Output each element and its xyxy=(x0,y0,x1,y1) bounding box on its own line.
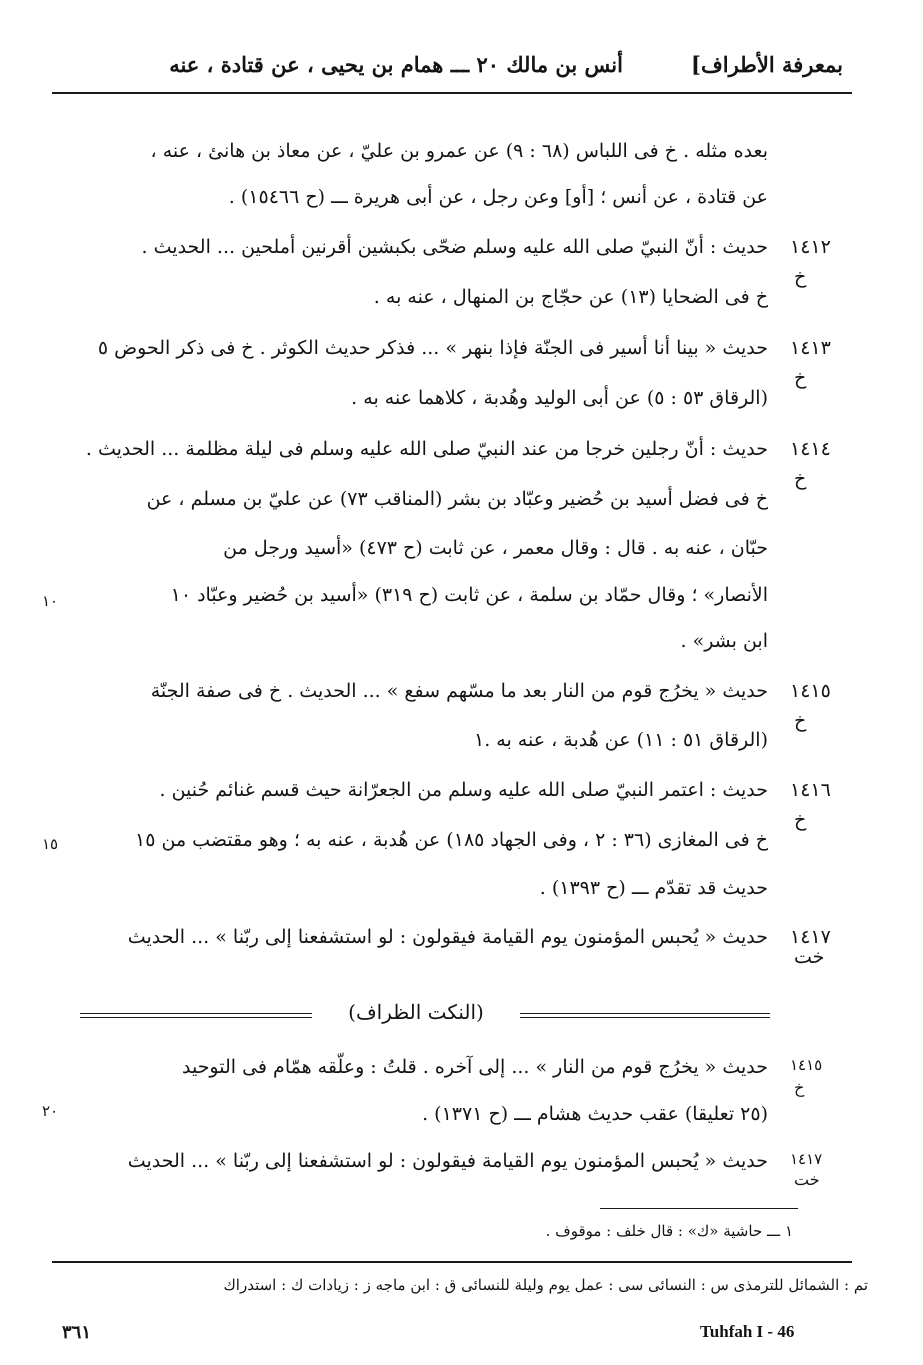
section-rule-right-1 xyxy=(520,1013,770,1014)
text-line-6: (الرقاق ٥٣ : ٥) عن أبى الوليد وهُدبة ، كلاهما عنه به . xyxy=(351,387,768,409)
section-rule-left-1 xyxy=(80,1013,312,1014)
siglum-1415-nukat: خ xyxy=(794,1078,805,1097)
text-line-10: الأنصار» ؛ وقال حمّاد بن سلمة ، عن ثابت (ح ٣١٩) «أسيد بن حُضير وعبّاد ١٠ xyxy=(170,584,768,606)
text-line-8: خ فى فضل أسيد بن حُضير وعبّاد بن بشر (المناقب ٧٣) عن عليّ بن مسلم ، عن xyxy=(146,488,768,510)
text-line-1: بعده مثله . خ فى اللباس (٦٨ : ٩) عن عمرو بن عليّ ، عن معاذ بن هانئ ، عنه ، xyxy=(150,140,768,162)
text-line-9: حبّان ، عنه به . قال : وقال معمر ، عن ثابت (ح ٤٧٣) «أسيد ورجل من xyxy=(223,537,768,559)
entry-number-1415-nukat: ١٤١٥ xyxy=(790,1056,823,1074)
text-line-12: حديث « يخرُج قوم من النار بعد ما مسّهم سفع » ... الحديث . خ فى صفة الجنّة xyxy=(150,680,768,702)
entry-number-1417-nukat: ١٤١٧ xyxy=(790,1150,823,1168)
text-line-3: حديث : أنّ النبيّ صلى الله عليه وسلم ضحّى بكبشين أقرنين أملحين ... الحديث . xyxy=(141,236,768,258)
section-title: (النكت الظراف) xyxy=(348,1000,484,1024)
siglum-1412: خ xyxy=(794,266,807,288)
running-header-center: أنس بن مالك ٢٠ ـــ همام بن يحيى ، عن قتادة ، عنه xyxy=(169,52,623,77)
text-line-5: حديث « بينا أنا أسير فى الجنّة فإذا بنهر » ... فذكر حديث الكوثر . خ فى ذكر الحوض ٥ xyxy=(97,337,768,359)
running-header-right: بمعرفة الأطراف] xyxy=(691,52,843,77)
text-line-15: خ فى المغازى (٣٦ : ٢ ، وفى الجهاد ١٨٥) عن هُدبة ، عنه به ؛ وهو مقتضب من ١٥ xyxy=(135,829,768,851)
text-line-13: (الرقاق ٥١ : ١١) عن هُدبة ، عنه به .١ xyxy=(474,729,768,751)
siglum-1414: خ xyxy=(794,468,807,490)
text-line-16: حديث قد تقدّم ـــ (ح ١٣٩٣) . xyxy=(539,877,768,899)
key-rule xyxy=(52,1261,852,1263)
margin-line-number-20: ٢٠ xyxy=(42,1102,59,1120)
section-rule-right-2 xyxy=(520,1017,770,1018)
siglum-1413: خ xyxy=(794,367,807,389)
entry-number-1415: ١٤١٥ xyxy=(790,680,831,702)
text-line-18: حديث « يخرُج قوم من النار » ... إلى آخره . قلتُ : وعلّقه همّام فى التوحيد xyxy=(181,1056,768,1078)
entry-number-1413: ١٤١٣ xyxy=(790,337,831,359)
text-line-14: حديث : اعتمر النبيّ صلى الله عليه وسلم من الجعرّانة حيث قسم غنائم حُنين . xyxy=(159,779,768,801)
page-signature: Tuhfah I - 46 xyxy=(700,1322,795,1341)
siglum-1416: خ xyxy=(794,809,807,831)
header-rule xyxy=(52,92,852,94)
abbreviation-key: تم : الشمائل للترمذى س : النسائى سى : عمل يوم وليلة للنسائى ق : ابن ماجه ز : زيادات ك : استدراك xyxy=(223,1276,868,1294)
page-number-arabic: ٣٦١ xyxy=(62,1322,92,1343)
siglum-1417: خت xyxy=(794,946,825,968)
siglum-1417-nukat: خت xyxy=(794,1170,820,1189)
entry-number-1412: ١٤١٢ xyxy=(790,236,831,258)
entry-number-1416: ١٤١٦ xyxy=(790,779,831,801)
entry-number-1417: ١٤١٧ xyxy=(790,926,831,948)
text-line-2: عن قتادة ، عن أنس ؛ [أو] وعن رجل ، عن أبى هريرة ـــ (ح ١٥٤٦٦) . xyxy=(228,186,768,208)
text-line-19: (٢٥ تعليقا) عقب حديث هشام ـــ (ح ١٣٧١) . xyxy=(422,1103,768,1125)
text-line-17: حديث « يُحبس المؤمنون يوم القيامة فيقولون : لو استشفعنا إلى ربّنا » ... الحديث xyxy=(127,926,768,948)
footnote: ١ ـــ حاشية «ك» : قال خلف : موقوف . xyxy=(545,1222,793,1240)
section-rule-left-2 xyxy=(80,1017,312,1018)
entry-number-1414: ١٤١٤ xyxy=(790,438,831,460)
footnote-rule xyxy=(600,1208,798,1209)
text-line-20: حديث « يُحبس المؤمنون يوم القيامة فيقولون : لو استشفعنا إلى ربّنا » ... الحديث xyxy=(127,1150,768,1172)
text-line-4: خ فى الضحايا (١٣) عن حجّاج بن المنهال ، عنه به . xyxy=(373,286,768,308)
text-line-7: حديث : أنّ رجلين خرجا من عند النبيّ صلى الله عليه وسلم فى ليلة مظلمة ... الحديث . xyxy=(85,438,768,460)
margin-line-number-10: ١٠ xyxy=(42,592,59,610)
siglum-1415: خ xyxy=(794,710,807,732)
text-line-11: ابن بشر» . xyxy=(680,630,768,652)
margin-line-number-15: ١٥ xyxy=(42,835,59,853)
